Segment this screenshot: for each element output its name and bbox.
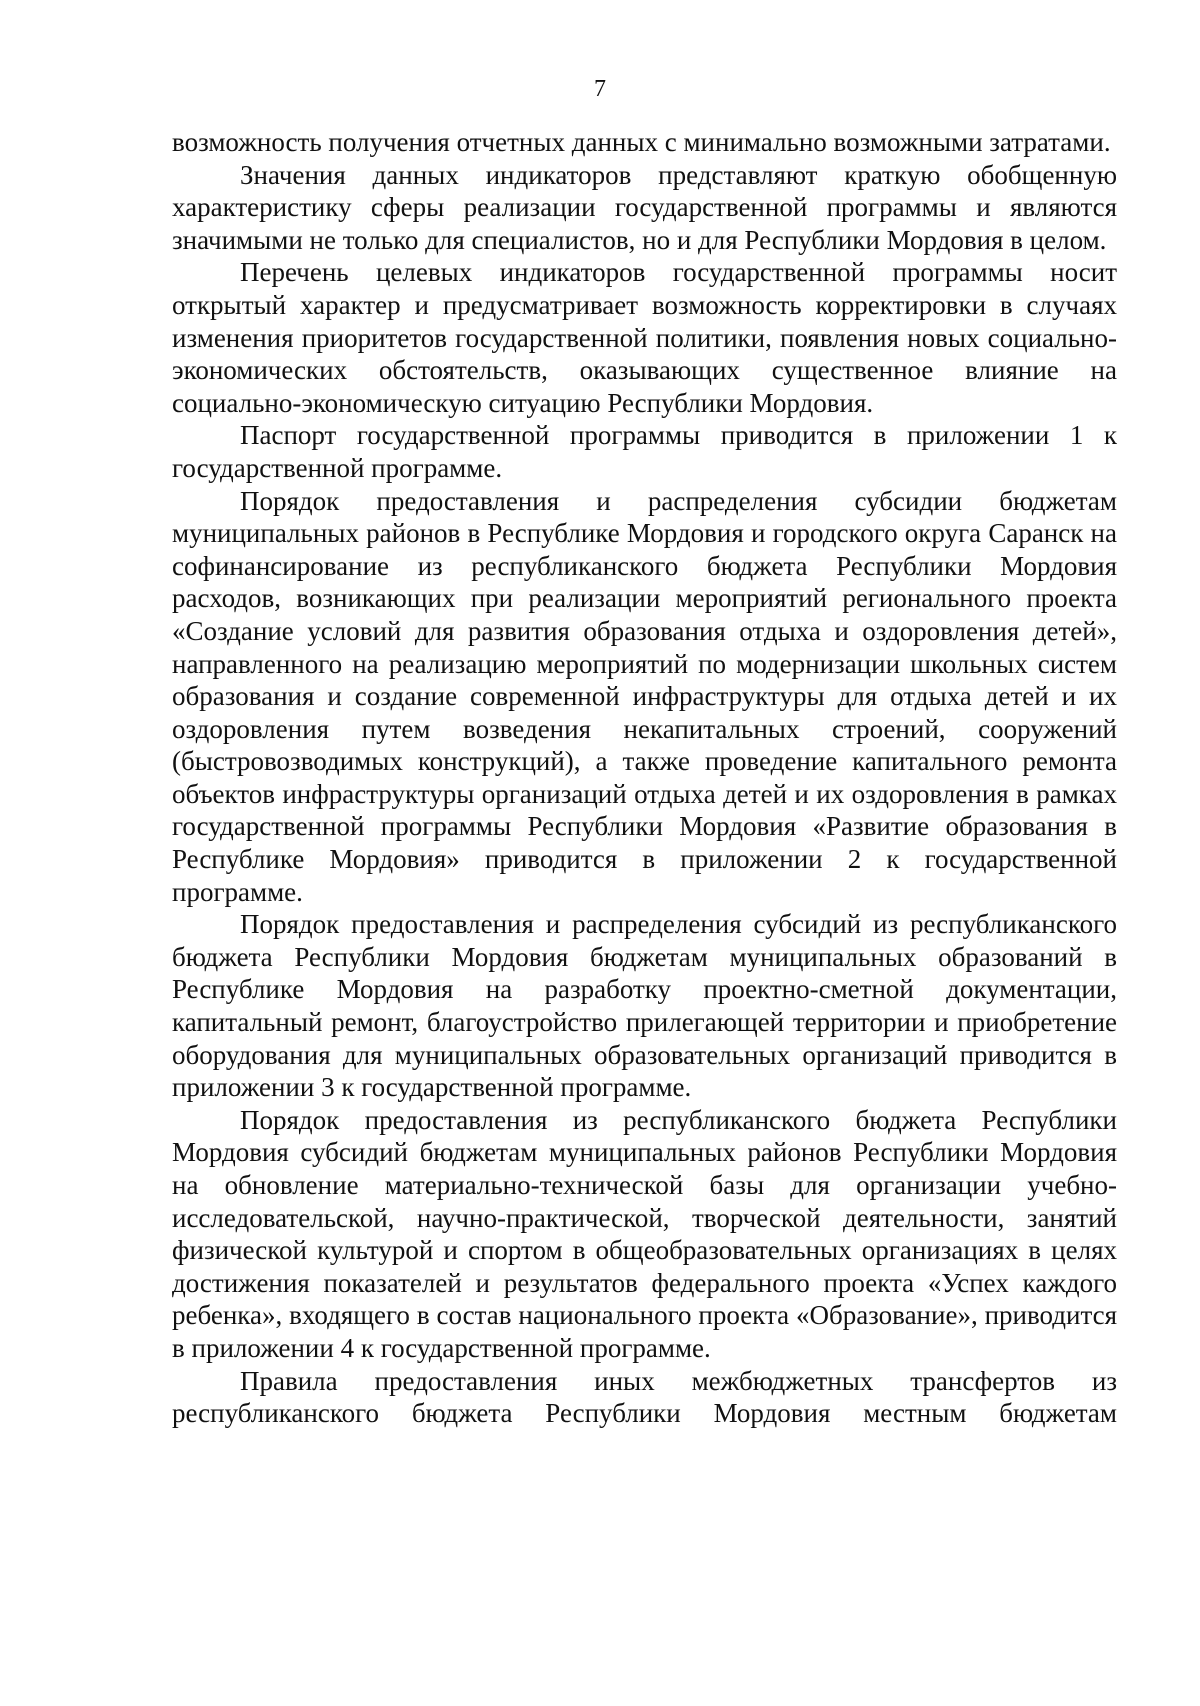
paragraph: возможность получения отчетных данных с минимально возможными затратами. (172, 127, 1111, 157)
paragraph: Перечень целевых индикаторов государственной программы носит открытый характер и предусматривает возможность корректировки в случаях изменения приоритетов государственной политики, появления новых социально-экономических обстоятельств, оказывающих существенное влияние на социально-экономическую ситуацию Республики Мордовия. (172, 257, 1117, 418)
paragraph: Паспорт государственной программы приводится в приложении 1 к государственной программе. (172, 420, 1117, 483)
paragraph: Порядок предоставления и распределения субсидии бюджетам муниципальных районов в Республике Мордовия и городского округа Саранск на софинансирование из республиканского бюджета Республики Мордовия расходов, возникающих при реализации мероприятий регионального проекта «Создание условий для развития образования отдыха и оздоровления детей», направленного на реализацию мероприятий по модернизации школьных систем образования и создание современной инфраструктуры для отдыха детей и их оздоровления путем возведения некапитальных строений, сооружений (быстровозводимых конструкций), а также проведение капитального ремонта объектов инфраструктуры организаций отдыха детей и их оздоровления в рамках государственной программы Республики Мордовия «Развитие образования в Республике Мордовия» приводится в приложении 2 к государственной программе. (172, 485, 1117, 907)
paragraph: Значения данных индикаторов представляют краткую обобщенную характеристику сферы реализации государственной программы и являются значимыми не только для специалистов, но и для Республики Мордовия в целом. (172, 159, 1117, 255)
paragraph: Правила предоставления иных межбюджетных трансфертов из республиканского бюджета Республики Мордовия местным бюджетам (172, 1365, 1117, 1429)
paragraph: Порядок предоставления из республиканского бюджета Республики Мордовия субсидий бюджетам муниципальных районов Республики Мордовия на обновление материально-технической базы для организации учебно-исследовательской, научно-практической, творческой деятельности, занятий физической культурой и спортом в общеобразовательных организациях в целях достижения показателей и результатов федерального проекта «Успех каждого ребенка», входящего в состав национального проекта «Образование», приводится в приложении 4 к государственной программе. (172, 1104, 1117, 1363)
page-number: 7 (594, 76, 606, 102)
body-text (172, 126, 1117, 1430)
paragraph: Порядок предоставления и распределения субсидий из республиканского бюджета Республики Мордовия бюджетам муниципальных образований в Республике Мордовия на разработку проектно-сметной документации, капитальный ремонт, благоустройство прилегающей территории и приобретение оборудования для муниципальных образовательных организаций приводится в приложении 3 к государственной программе. (172, 909, 1117, 1103)
